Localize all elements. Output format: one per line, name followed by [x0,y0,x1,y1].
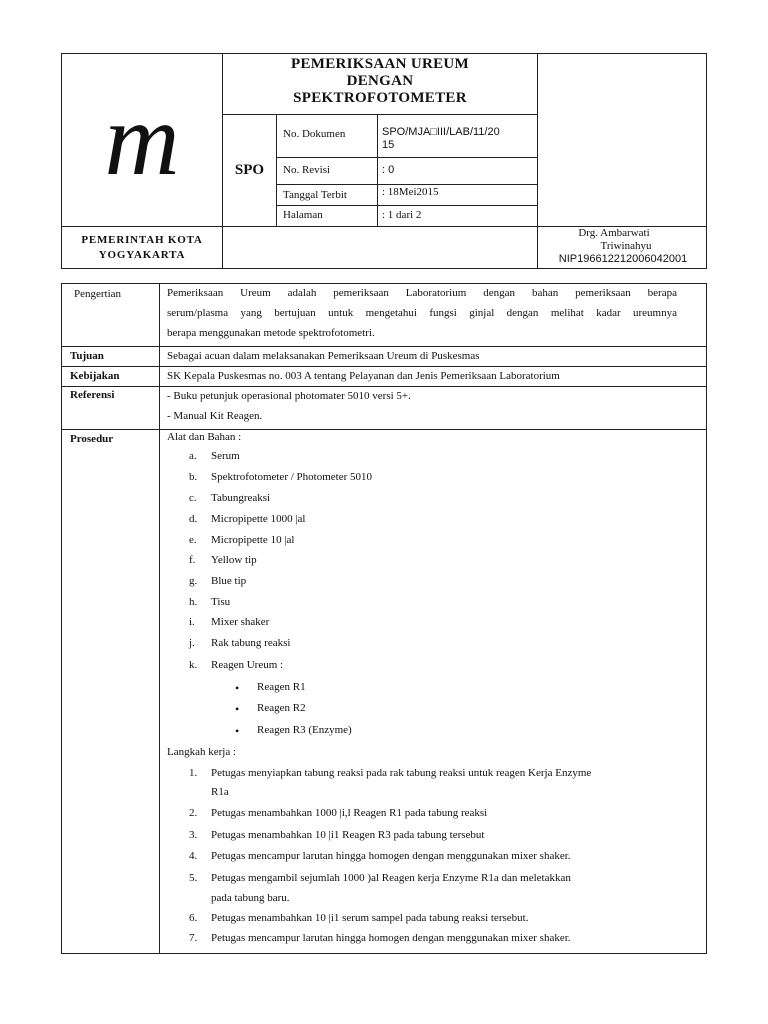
bullet-text: Reagen R1 [257,681,306,693]
list-marker: j. [189,637,195,649]
list-text: Serum [211,450,240,462]
spo-label: SPO [234,162,265,178]
meta-label-halaman: Halaman [283,209,323,221]
referensi-line: - Buku petunjuk operasional photomater 5010 versi 5+. [167,390,411,402]
list-text: Yellow tip [211,554,257,566]
list-marker: c. [189,492,197,504]
list-marker: k. [189,659,198,671]
bullet-marker: • [235,681,240,695]
step-text: pada tabung baru. [211,892,290,904]
tujuan-text: Sebagai acuan dalam melaksanakan Pemeriksaan Ureum di Puskesmas [167,350,480,362]
meta-value-tanggal-terbit: : 18Mei2015 [382,186,439,198]
signatory-name-cont: Triwinahyu [600,240,652,252]
step-text: Petugas mengambil sejumlah 1000 )al Reagen kerja Enzyme R1a dan meletakkan [211,872,571,884]
label-prosedur: Prosedur [70,433,114,445]
step-marker: 4. [189,850,198,862]
list-text: Tisu [211,596,231,608]
list-marker: g. [189,575,198,587]
label-pengertian: Pengertian [74,288,122,300]
title-line: DENGAN [346,73,414,89]
step-marker: 2. [189,807,198,819]
meta-label-tanggal-terbit: Tanggal Terbit [283,189,347,201]
step-marker: 6. [189,912,198,924]
step-text: Petugas menambahkan 1000 |i,l Reagen R1 pada tabung reaksi [211,807,488,819]
bullet-text: Reagen R3 (Enzyme) [257,724,352,736]
signatory-block [538,227,708,269]
organization-name [62,227,222,269]
list-marker: h. [189,596,198,608]
step-text: Petugas menambahkan 10 |i1 Reagen R3 pada tabung tersebut [211,829,485,841]
list-marker: f. [189,554,196,566]
title-line: PEMERIKSAAN UREUM [290,56,470,72]
alat-heading: Alat dan Bahan : [167,431,242,443]
label-referensi: Referensi [70,389,115,401]
step-text: Petugas mencampur larutan hingga homogen dengan menggunakan mixer shaker. [211,932,571,944]
pengertian-line: berapa menggunakan metode spektrofotometri. [167,327,375,339]
meta-value-halaman: : 1 dari 2 [382,209,422,221]
step-text: R1a [211,786,229,798]
title-line: SPEKTROFOTOMETER [293,90,467,106]
list-marker: b. [189,471,198,483]
organization-line: YOGYAKARTA [98,249,186,261]
list-text: Rak tabung reaksi [211,637,291,649]
list-text: Micropipette 1000 |al [211,513,306,525]
list-text: Tabungreaksi [211,492,271,504]
langkah-heading: Langkah kerja : [167,746,237,758]
document-title [223,54,537,114]
list-text: Spektrofotometer / Photometer 5010 [211,471,372,483]
step-text: Petugas menambahkan 10 |i1 serum sampel pada tabung reaksi tersebut. [211,912,529,924]
list-text: Reagen Ureum : [211,659,284,671]
label-tujuan: Tujuan [70,350,104,362]
bullet-text: Reagen R2 [257,702,306,714]
list-marker: i. [189,616,195,628]
logo: m [104,82,180,197]
signatory-name: Drg. Ambarwati [578,227,650,239]
signatory-nip: NIP196612212006042001 [558,253,688,265]
list-marker: a. [189,450,197,462]
meta-value-no-dokumen-cont: 15 [382,139,395,151]
meta-value-no-revisi: : 0 [382,164,395,176]
label-kebijakan: Kebijakan [70,370,120,382]
list-text: Blue tip [211,575,247,587]
step-marker: 5. [189,872,198,884]
referensi-line: - Manual Kit Reagen. [167,410,263,422]
procedure-table [61,283,707,954]
step-marker: 3. [189,829,198,841]
organization-line: PEMERINTAH KOTA [81,234,203,246]
list-text: Mixer shaker [211,616,270,628]
pengertian-line: Pemeriksaan Ureum adalah pemeriksaan Laboratorium dengan bahan pemeriksaan berapa [167,287,677,299]
meta-label-no-revisi: No. Revisi [283,164,331,176]
bullet-marker: • [235,702,240,716]
meta-value-no-dokumen: SPO/MJA□III/LAB/11/20 [382,126,500,138]
step-marker: 1. [189,767,198,779]
list-marker: d. [189,513,198,525]
step-text: Petugas menyiapkan tabung reaksi pada rak tabung reaksi untuk reagen Kerja Enzyme [211,767,592,779]
step-marker: 7. [189,932,198,944]
list-marker: e. [189,534,197,546]
kebijakan-text: SK Kepala Puskesmas no. 003 A tentang Pelayanan dan Jenis Pemeriksaan Laboratorium [167,370,560,382]
list-text: Micropipette 10 |al [211,534,295,546]
meta-label-no-dokumen: No. Dokumen [283,128,346,140]
bullet-marker: • [235,724,240,738]
pengertian-line: serum/plasma yang bertujuan untuk mengetahui fungsi ginjal dengan melihat kadar ureumnya [167,307,677,319]
step-text: Petugas mencampur larutan hingga homogen dengan menggunakan mixer shaker. [211,850,571,862]
document-header [61,53,707,269]
